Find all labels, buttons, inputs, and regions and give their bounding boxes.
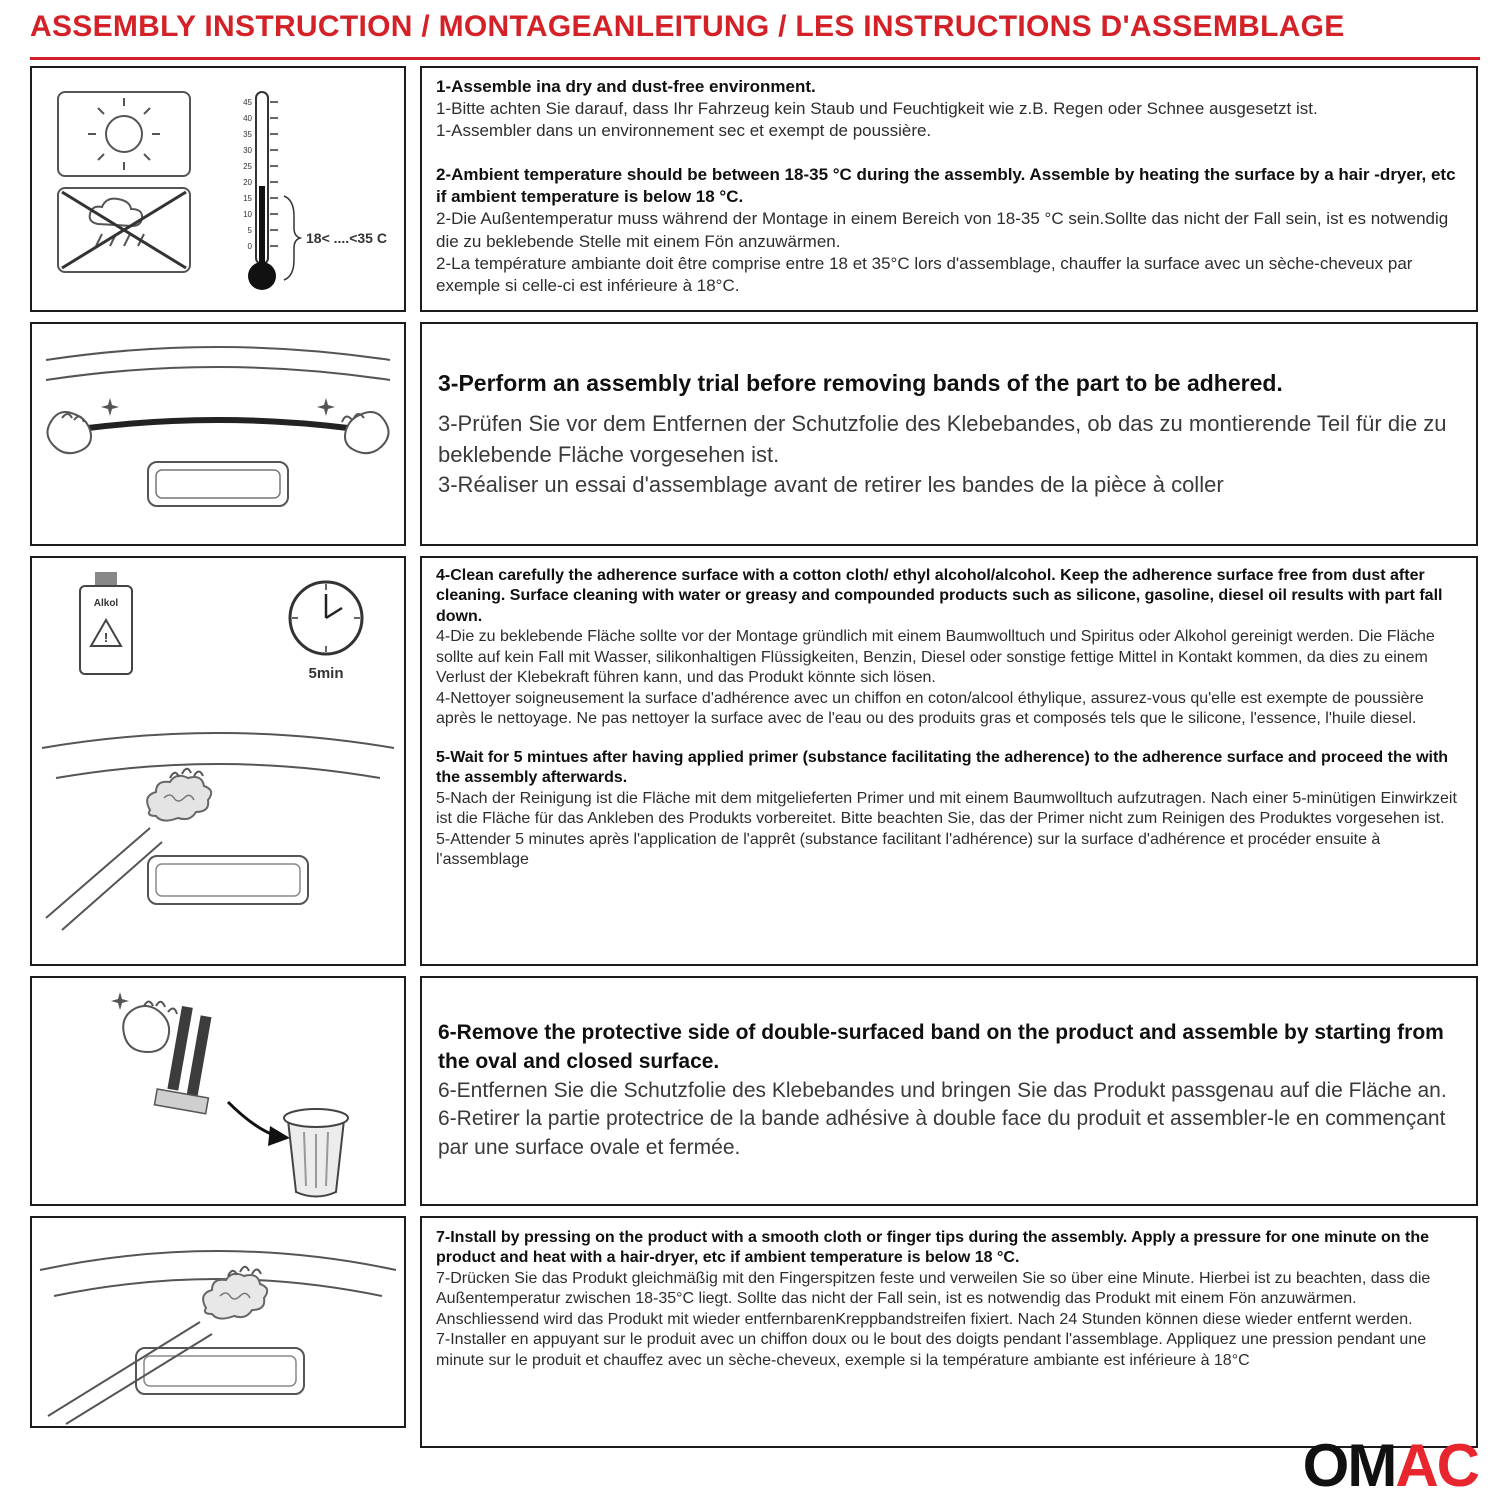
omac-logo-red: AC [1395, 1432, 1478, 1499]
page-title: ASSEMBLY INSTRUCTION / MONTAGEANLEITUNG / LES INSTRUCTIONS D'ASSEMBLAGE [30, 10, 1345, 43]
thermometer-tick: 15 [243, 194, 252, 203]
remove-band-illustration [30, 976, 406, 1206]
cloth-icon [203, 1267, 267, 1319]
thermometer-tick: 25 [243, 162, 252, 171]
warning-mark: ! [103, 630, 109, 645]
alcohol-bottle-icon [80, 572, 132, 674]
step5-en: 5-Wait for 5 mintues after having applied primer (substance facilitating the adherence) to the adherence surface and proceed the with the assembly afterwards. [436, 748, 1449, 787]
step6-en: 6-Remove the protective side of double-surfaced band on the product and assemble by starting from the oval and closed surface. [438, 1020, 1444, 1073]
thermometer-tick: 0 [247, 242, 252, 251]
step-7-text [420, 1216, 1478, 1448]
step4-en: 4-Clean carefully the adherence surface with a cotton cloth/ ethyl alcohol/alcohol. Keep the adherence surface free from dust after cleaning. Surface cleaning with water or greasy and compounded products such as silicone, gasoline, diesel oil results with part fall down. [436, 567, 1443, 625]
clock-duration-label: 5min [308, 665, 344, 682]
thermometer-tick: 30 [243, 146, 252, 155]
hand-peeling-icon [111, 992, 177, 1052]
step6-de: 6-Entfernen Sie die Schutzfolie des Klebebandes und bringen Sie das Produkt passgenau auf die Fläche an. [438, 1078, 1447, 1102]
step2-en: 2-Ambient temperature should be between 18-35 °C during the assembly. Assemble by heating the surface by a hair -dryer, etc if ambient temperature is below 18 °C. [436, 165, 1456, 207]
cleaning-illustration-svg [32, 558, 404, 964]
environment-illustration-svg [32, 68, 404, 310]
section-environment [30, 66, 1478, 312]
thermometer-icon [243, 92, 387, 290]
section-trial [30, 322, 1478, 546]
step1-en: 1-Assemble ina dry and dust-free environment. [436, 77, 816, 96]
omac-logo [1302, 1432, 1478, 1499]
cleaning-illustration [30, 556, 406, 966]
title-divider [30, 57, 1480, 60]
step5-fr: 5-Attender 5 minutes après l'application de l'apprêt (substance facilitant l'adhérence) sur la surface d'adhérence et procéder ensuite à l'assemblage [436, 830, 1381, 869]
trim-band [88, 420, 348, 428]
thermometer-tick: 45 [243, 98, 252, 107]
alcohol-label: Alkol [93, 598, 119, 609]
step2-fr: 2-La température ambiante doit être comprise entre 18 et 35°C lors d'assemblage, chauffer la surface avec un sèche-cheveux par exemple si celle-ci est inférieure à 18°C. [436, 253, 1413, 295]
no-rain-icon [58, 188, 190, 272]
temperature-range-label: 18< ....<35 C [306, 230, 387, 246]
step3-en: 3-Perform an assembly trial before removing bands of the part to be adhered. [438, 369, 1283, 396]
thermometer-tick: 5 [247, 226, 252, 235]
remove-band-illustration-svg [32, 978, 404, 1204]
omac-logo-black: OM [1302, 1432, 1396, 1499]
trash-can-icon [284, 1109, 348, 1197]
handle-recess [148, 462, 288, 506]
sun-icon [58, 92, 190, 176]
section-cleaning [30, 556, 1478, 966]
step1-fr: 1-Assembler dans un environnement sec et exempt de poussière. [436, 121, 932, 141]
step-1-2-text [420, 66, 1478, 312]
step2-de: 2-Die Außentemperatur muss während der Montage in einem Bereich von 18-35 °C sein.Sollte das nicht der Fall sein, ist es notwendig die zu beklebende Stelle mit einem Fön anzuwärmen. [436, 209, 1449, 251]
clock-icon [290, 582, 362, 682]
step6-fr: 6-Retirer la partie protectrice de la bande adhésive à double face du produit et assembler-le en commençant par une surface ovale et fermée. [438, 1107, 1446, 1160]
hands-pulling-band-illustration [32, 324, 404, 544]
environment-illustration [30, 66, 406, 312]
thermometer-tick: 35 [243, 130, 252, 139]
cloth-icon [147, 769, 211, 821]
step7-de: 7-Drücken Sie das Produkt gleichmäßig mit den Fingerspitzen feste und verweilen Sie so über eine Minute. Hierbei ist zu beachten, dass die Außentemperatur zwischen 18-35°C liegt. Sollte das nicht der Fall sein, ist es notwendig das Produkt mit einem Fön anzuwärmen. Anschliessend wird das Produkt mit wieder entfernbarenKreppbandstreifen fixiert. Nach 24 Stunden können diese wieder entfernt werden. [436, 1269, 1431, 1328]
thermometer-tick: 10 [243, 210, 252, 219]
step-3-text [420, 322, 1478, 546]
handle-recess [136, 1348, 304, 1394]
step-6-text [420, 976, 1478, 1206]
trial-illustration [30, 322, 406, 546]
thermometer-tick: 20 [243, 178, 252, 187]
step4-de: 4-Die zu beklebende Fläche sollte vor der Montage gründlich mit einem Baumwolltuch und Spiritus oder Alkohol gereinigt werden. Die Fläche sollte auf kein Fall mit Wasser, silikonhaltigen Flüssigkeiten, Benzin, Diesel oder sonstige fettige Mittel in Kontakt kommen, da dies zu einem Verlust der Klebekraft führen kann, und das Produkt könnte sich lösen. [436, 628, 1435, 687]
section-install [30, 1216, 1478, 1448]
pressing-hand-illustration [32, 1218, 404, 1426]
step7-fr: 7-Installer en appuyant sur le produit avec un chiffon doux ou le bout des doigts pendant l'assemblage. Appliquez une pression pendant une minute sur le produit et chauffez avec un sèche-cheveux, exemple si la température ambiante est inférieure à 18°C [436, 1331, 1427, 1369]
step7-en: 7-Install by pressing on the product with a smooth cloth or finger tips during the assembly. Apply a pressure for one minute on the product and heat with a hair-dryer, etc if ambient temperature is below 18 °C. [436, 1229, 1429, 1267]
range-bracket [284, 196, 300, 280]
step-4-5-text [420, 556, 1478, 966]
thermometer-tick: 40 [243, 114, 252, 123]
step4-fr: 4-Nettoyer soigneusement la surface d'adhérence avec un chiffon en coton/alcool éthylique, assurez-vous qu'elle est exempte de poussière après le nettoyage. Ne pas nettoyer la surface avec de l'eau ou des produits gras et composés tels que le silicone, l'essence, l'huile diesel. [436, 689, 1424, 728]
step3-fr: 3-Réaliser un essai d'assemblage avant de retirer les bandes de la pièce à coller [438, 472, 1224, 498]
arrow-icon [228, 1102, 290, 1146]
step1-de: 1-Bitte achten Sie darauf, dass Ihr Fahrzeug kein Staub und Feuchtigkeit wie z.B. Regen oder Schnee ausgesetzt ist. [436, 99, 1318, 119]
step3-de: 3-Prüfen Sie vor dem Entfernen der Schutzfolie des Klebebandes, ob das zu montierende Teil für die zu beklebende Fläche vorgesehen ist. [438, 410, 1447, 467]
step5-de: 5-Nach der Reinigung ist die Fläche mit dem mitgelieferten Primer und mit einem Baumwolltuch aufzutragen. Nach einer 5-minütigen Einwirkzeit ist die Fläche für das Ankleben des Produkts vorbereitet. Bitte beachten Sie, das der Primer nicht zum Reinigen des Produktes vorgesehen ist. [436, 789, 1457, 828]
install-illustration [30, 1216, 406, 1428]
section-remove-band [30, 976, 1478, 1206]
wiping-hand-illustration [42, 733, 394, 930]
